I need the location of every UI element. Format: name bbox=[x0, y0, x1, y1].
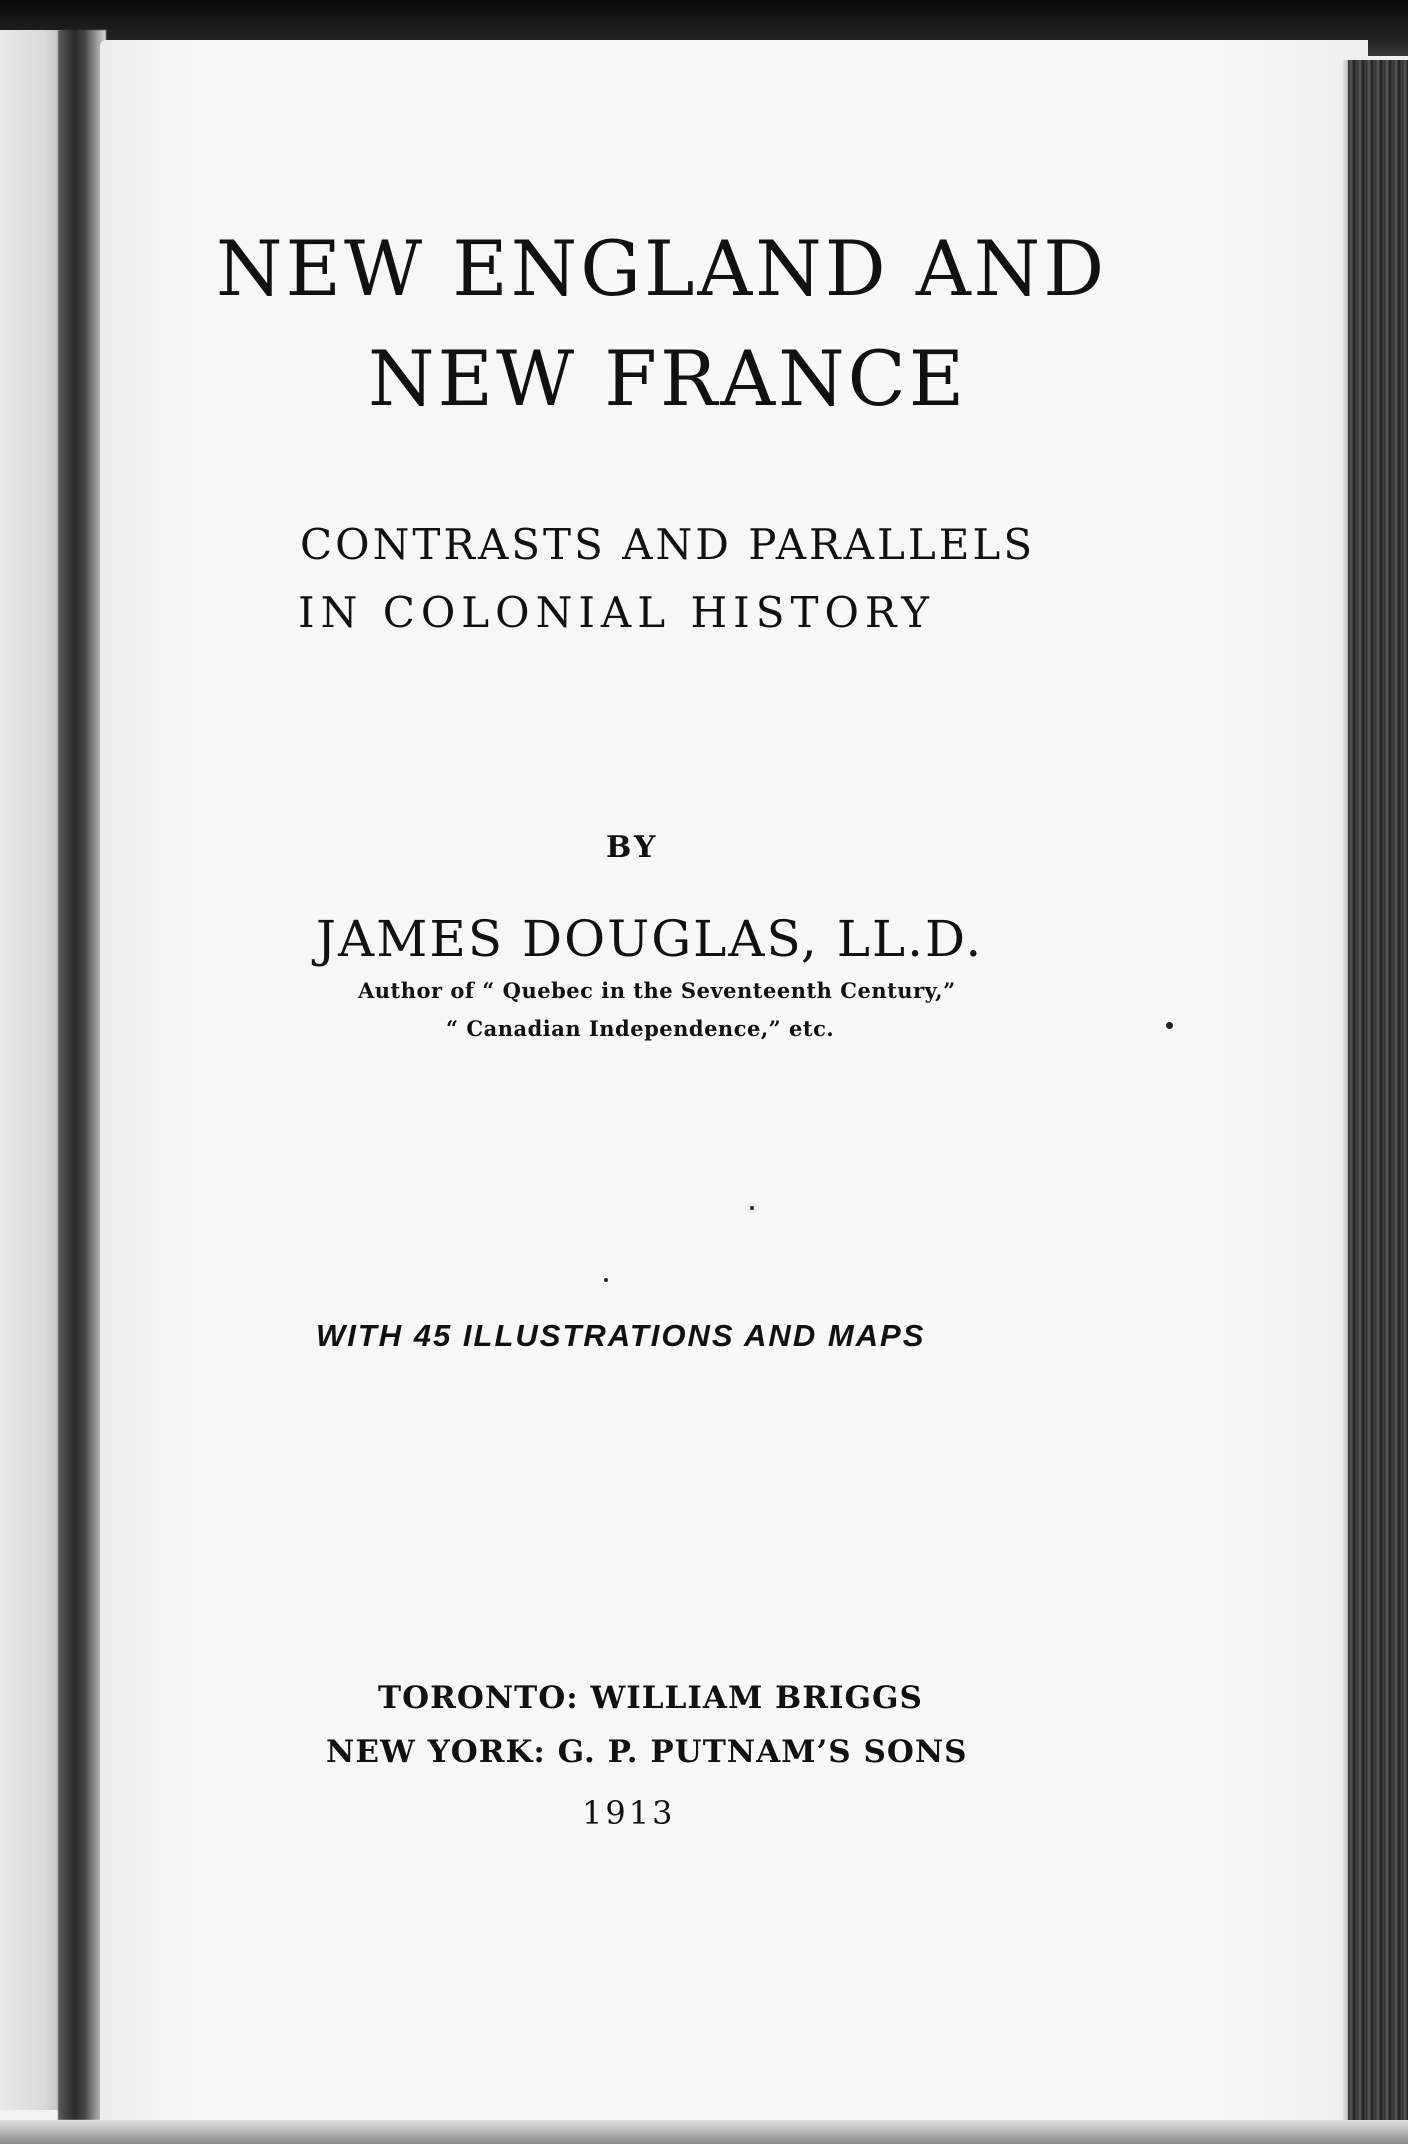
author-credits-line-2: “ Canadian Independence,” etc. bbox=[446, 1016, 835, 1041]
book-gutter bbox=[58, 30, 106, 2120]
publisher-line-1: TORONTO: WILLIAM BRIGGS bbox=[378, 1680, 923, 1716]
byline-label: BY bbox=[606, 830, 659, 865]
publisher-line-2: NEW YORK: G. P. PUTNAM’S SONS bbox=[326, 1734, 968, 1770]
ink-speck bbox=[604, 1278, 608, 1282]
scan-bottom-border bbox=[0, 2120, 1408, 2144]
ink-speck bbox=[1166, 1022, 1173, 1029]
ink-speck bbox=[750, 1206, 754, 1210]
book-title-line-1: NEW ENGLAND AND bbox=[216, 224, 1108, 313]
subtitle-line-2: IN COLONIAL HISTORY bbox=[298, 588, 935, 637]
illustrations-note: WITH 45 ILLUSTRATIONS AND MAPS bbox=[316, 1318, 926, 1353]
author-name: JAMES DOUGLAS, LL.D. bbox=[316, 910, 984, 968]
author-credits-line-1: Author of “ Quebec in the Seventeenth Century,” bbox=[358, 978, 956, 1003]
publication-year: 1913 bbox=[582, 1794, 676, 1832]
book-title-line-2: NEW FRANCE bbox=[368, 334, 968, 423]
book-fore-edge bbox=[1348, 60, 1408, 2144]
subtitle-line-1: CONTRASTS AND PARALLELS bbox=[300, 520, 1036, 569]
facing-page-edge bbox=[0, 30, 62, 2110]
